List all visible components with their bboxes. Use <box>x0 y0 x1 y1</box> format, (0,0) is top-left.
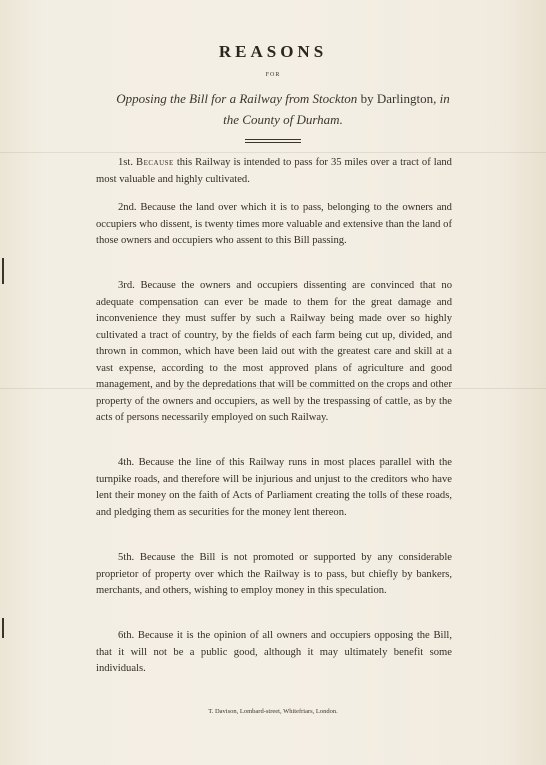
reason-text: Because the line of this Railway runs in most places parallel with the turnpike roads, and therefore will be injurious and unjust to the creditors who have lent their money on the faith of Acts of Parliament creating the tolls of these roads, and pledging them as securities for the money lent thereon. <box>96 457 452 518</box>
reason-number: 4th. <box>118 457 135 468</box>
reason-paragraph-6 <box>96 628 452 678</box>
reason-text: Because the owners and occupiers dissenting are convinced that no adequate compensation can ever be made to them for the great damage and inconvenience they must suffer by such a Railway being made over so highly cultivated a tract of country, by the fields of each farm being cut up, divided, and thrown in common, which have been laid out with the greatest care and skill at a vast expense, according to the most approved plans of agriculture and good management, and by the depredations that will be committed on the crops and other property of the owners and occupiers, as well by the trespassing of cattle, as by the acts of persons necessarily employed on such Railway. <box>96 280 453 423</box>
title-rule <box>245 139 301 140</box>
reason-number: 1st. <box>118 157 134 168</box>
reason-text: Because the land over which it is to pass, belonging to the owners and occupiers who dissent, is twenty times more valuable and extensive than the land of those owners and occupiers who assent to this Bill passing. <box>96 202 452 246</box>
subtitle-roman: by Darlington, <box>357 91 437 106</box>
reason-paragraph-3 <box>96 278 452 427</box>
reason-text: this Railway is intended to pass for 35 miles over a tract of land most valuable and highly cultivated. <box>96 157 452 185</box>
reason-number: 5th. <box>118 552 135 563</box>
reason-text: Because the Bill is not promoted or supported by any considerable proprietor of property over which the Railway is to pass, but chiefly by bankers, merchants, and others, wishing to employ money in this speculation. <box>96 552 452 596</box>
reason-number: 3rd. <box>118 280 135 291</box>
printer-imprint: T. Davison, Lombard-street, Whitefriars, London. <box>208 708 338 715</box>
document-title: REASONS <box>218 42 328 61</box>
reason-paragraph-2 <box>96 200 452 250</box>
subtitle-italic: Opposing the Bill for a Railway from Stockton <box>116 91 358 106</box>
document-subtitle <box>100 88 466 130</box>
subtitle-line2: the County of Durham. <box>223 112 343 127</box>
reason-paragraph-5 <box>96 550 452 600</box>
edge-ink-mark <box>2 258 4 284</box>
reason-paragraph-4 <box>96 455 452 521</box>
reason-lead: Because <box>136 157 174 168</box>
reason-number: 2nd. <box>118 202 137 213</box>
edge-ink-mark <box>2 618 4 638</box>
paper-fold-line <box>0 152 546 153</box>
reason-text: Because it is the opinion of all owners and occupiers opposing the Bill, that it will not be a public good, although it may ultimately benefit some individuals. <box>96 630 452 674</box>
reason-paragraph-1 <box>96 155 452 188</box>
subtitle-tail: in <box>436 91 450 106</box>
title-connector: FOR <box>265 72 281 78</box>
reason-number: 6th. <box>118 630 135 641</box>
title-rule <box>245 142 301 143</box>
